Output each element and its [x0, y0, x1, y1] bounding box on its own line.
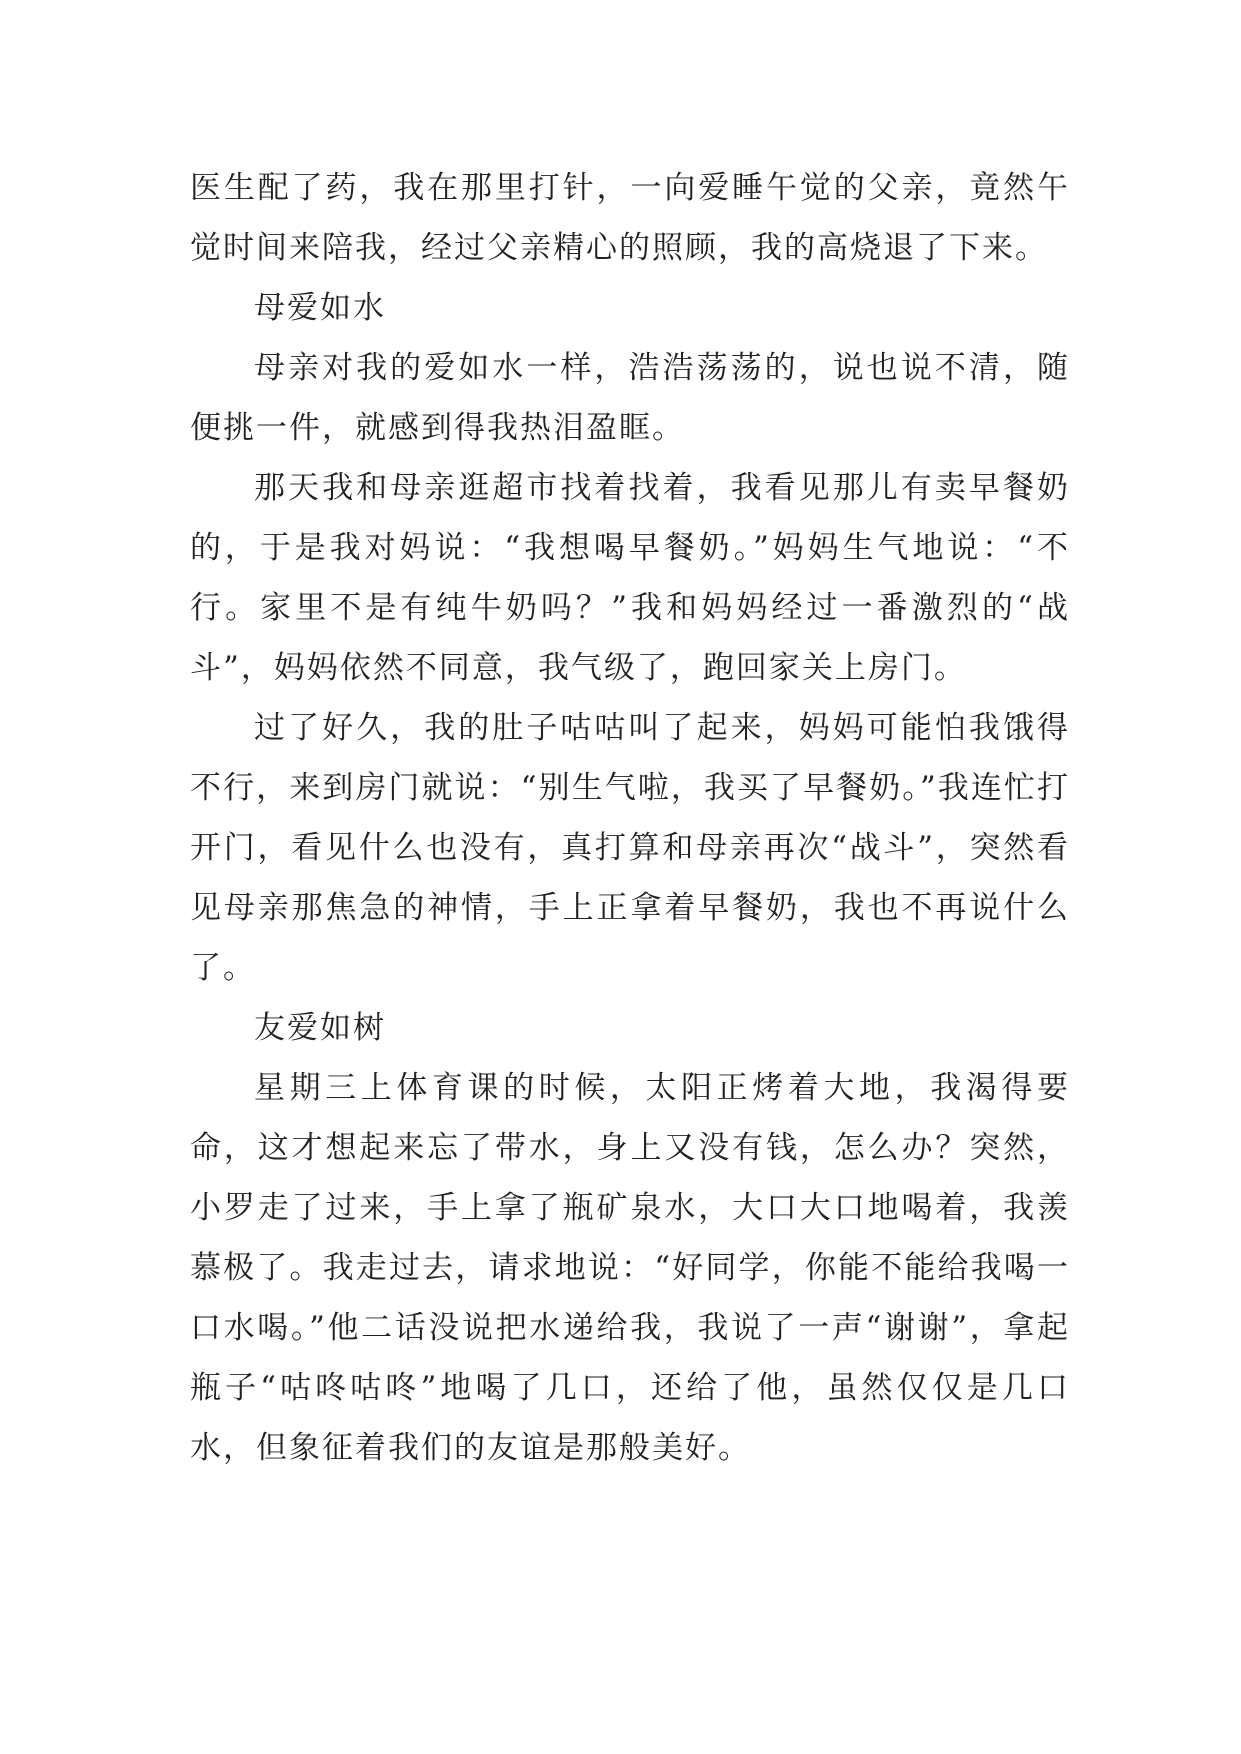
paragraph-4: 那天我和母亲逛超市找着找着，我看见那儿有卖早餐奶的，于是我对妈说：“我想喝早餐奶。”妈妈生气地说：“不行。家里不是有纯牛奶吗？”我和妈妈经过一番激烈的“战斗”，妈妈依然不同意，我气级了，跑回家关上房门。 — [190, 470, 1070, 686]
heading-mother-love: 母爱如水 — [254, 290, 386, 326]
paragraph-5: 过了好久，我的肚子咕咕叫了起来，妈妈可能怕我饿得不行，来到房门就说：“别生气啦，我买了早餐奶。”我连忙打开门，看见什么也没有，真打算和母亲再次“战斗”，突然看见母亲那焦急的神情，手上正拿着早餐奶，我也不再说什么了。 — [190, 710, 1070, 986]
paragraph-7: 星期三上体育课的时候，太阳正烤着大地，我渴得要命，这才想起来忘了带水，身上又没有钱，怎么办？突然，小罗走了过来，手上拿了瓶矿泉水，大口大口地喝着，我羡慕极了。我走过去，请求地说：“好同学，你能不能给我喝一口水喝。”他二话没说把水递给我，我说了一声“谢谢”，拿起瓶子“咕咚咕咚”地喝了几口，还给了他，虽然仅仅是几口水，但象征着我们的友谊是那般美好。 — [190, 1070, 1070, 1466]
paragraph-1: 医生配了药，我在那里打针，一向爱睡午觉的父亲，竟然午觉时间来陪我，经过父亲精心的照顾，我的高烧退了下来。 — [190, 170, 1070, 266]
document-body — [190, 158, 1070, 1478]
heading-friend-love: 友爱如树 — [254, 1010, 386, 1046]
paragraph-3: 母亲对我的爱如水一样，浩浩荡荡的，说也说不清，随便挑一件，就感到得我热泪盈眶。 — [190, 350, 1070, 446]
